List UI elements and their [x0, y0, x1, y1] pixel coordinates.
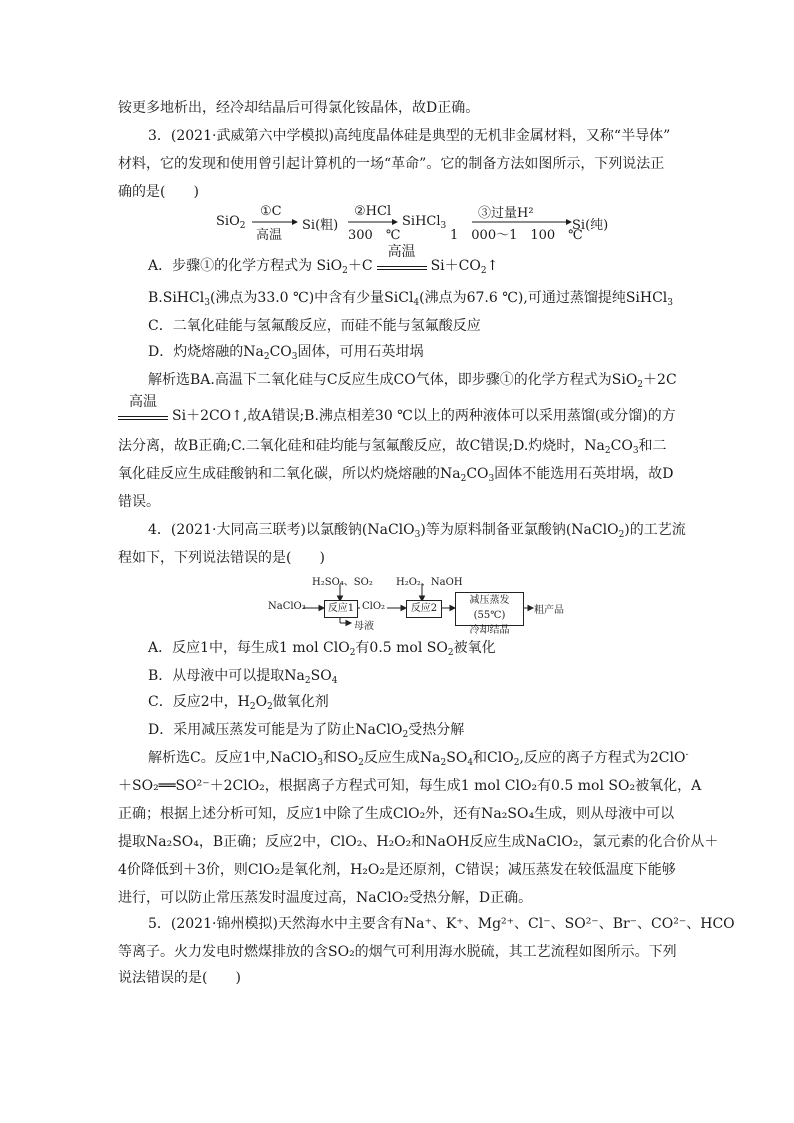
q4-analysis-line: 提取Na₂SO₄，B正确；反应2中，ClO₂、H₂O₂和NaOH反应生成NaClO₂，氯元素的化合价从＋: [118, 834, 719, 850]
q3-option-c: C．二氧化硅能与氢氟酸反应，而硅不能与氢氟酸反应: [148, 318, 481, 334]
flow-product: 粗产品: [534, 605, 564, 616]
scheme-step3-reagent: ③过量H²: [478, 206, 534, 221]
scheme-sio2: SiO$_2$: [216, 214, 246, 231]
q3-analysis-line: 错误。: [118, 494, 160, 510]
q4-stem-line: 程如下，下列说法错误的是( ): [118, 550, 325, 566]
scheme-step1-condition: 高温: [256, 228, 283, 243]
q3-analysis-line: 法分离，故B正确;C.二氧化硅和硅均能与氢氟酸反应，故C错误;D.灼烧时，$Na_2CO_3$和二: [118, 438, 667, 456]
scheme-sihcl3: SiHCl$_3$: [402, 214, 447, 231]
q3-stem-line: 材料，它的发现和使用曾引起计算机的一场“革命”。它的制备方法如图所示，下列说法正: [118, 156, 665, 172]
scheme-si-crude: Si(粗): [302, 218, 339, 233]
q4-option-c: C．反应2中，$H_2O_2$做氧化剂: [148, 694, 329, 712]
q5-stem-line: 说法错误的是( ): [118, 970, 241, 986]
flow-evaporation-box: 减压蒸发(55℃) 冷却结晶: [455, 592, 524, 626]
scheme-si-pure: Si(纯): [572, 218, 609, 233]
naclo2-process-flowchart: [266, 571, 586, 636]
q4-analysis-line: 进行，可以防止常压蒸发时温度过高，NaClO₂受热分解，D正确。: [118, 890, 533, 906]
flow-reagent-2: H₂O₂、NaOH: [396, 577, 463, 588]
arrow-icon: [348, 218, 398, 226]
arrow-icon: [472, 218, 572, 226]
flow-mother-liquor: 母液: [354, 621, 374, 632]
q5-stem-line: 5．(2021·锦州模拟)天然海水中主要含有Na⁺、K⁺、Mg²⁺、Cl⁻、SO²⁻、Br⁻、CO²⁻、HCO: [148, 916, 735, 932]
text-line: 铵更多地析出，经冷却结晶后可得氯化铵晶体，故D正确。: [118, 100, 480, 116]
q4-analysis-line: 4价降低到＋3价，则ClO₂是氧化剂，H₂O₂是还原剂，C错误；减压蒸发在较低温度下能够: [118, 862, 676, 878]
flow-clo2: ClO₂: [362, 601, 386, 612]
flow-reagent-1: H₂SO₄、SO₂: [312, 577, 373, 588]
q4-option-b: B．从母液中可以提取$Na_2SO_4$: [148, 668, 338, 686]
q3-option-b: B.SiHCl$_3$(沸点为33.0 ℃)中含有少量SiCl$_4$(沸点为67.6 ℃),可通过蒸馏提纯SiHCl$_3$: [148, 290, 674, 308]
flow-feed: NaClO₃: [268, 601, 306, 612]
q3-analysis-line: 解析选BA.高温下二氧化硅与C反应生成CO气体，即步骤①的化学方程式为SiO$_2$＋2C: [148, 372, 677, 390]
scheme-step3-condition: 1 000～1 100 ℃: [450, 228, 583, 243]
arrow-icon: [252, 218, 298, 226]
flow-reaction-2-box: 反应2: [406, 600, 442, 618]
q3-analysis-line: 高温 Si＋2CO↑,故A错误;B.沸点相差30 ℃以上的两种液体可以采用蒸馏(或分馏)的方: [118, 406, 676, 426]
q4-analysis-line: 解析选C。反应1中,NaClO$_3$和$SO_2$反应生成$Na_2SO_4$和ClO$_2$,反应的离子方程式为2ClO-: [148, 750, 689, 768]
q4-option-a: A．反应1中，每生成1 mol ClO$_2$有0.5 mol $SO_2$被氧化: [148, 640, 496, 658]
scheme-step2-reagent: ②HCl: [354, 204, 392, 219]
q4-analysis-line: 正确；根据上述分析可知，反应1中除了生成ClO₂外，还有Na₂SO₄生成，则从母液中可以: [118, 806, 675, 822]
q4-analysis-line: ＋SO₂══SO²⁻＋2ClO₂，根据离子方程式可知，每生成1 mol ClO₂有0.5 mol SO₂被氧化，A: [118, 778, 702, 794]
scheme-step1-reagent: ①C: [260, 204, 282, 219]
q4-option-d: D．采用减压蒸发可能是为了防止NaClO$_2$受热分解: [148, 722, 465, 740]
q4-stem-line: 4．(2021·大同高三联考)以氯酸钠(NaClO$_3$)等为原料制备亚氯酸钠(NaClO$_2$)的工艺流: [148, 522, 686, 540]
q3-stem-line: 3．(2021·武威第六中学模拟)高纯度晶体硅是典型的无机非金属材料，又称“半导体”: [148, 128, 671, 144]
silicon-preparation-scheme: [216, 206, 656, 242]
flow-reaction-1-box: 反应1: [324, 600, 358, 618]
q3-analysis-line: 氧化硅反应生成硅酸钠和二氧化碳，所以灼烧熔融的$Na_2CO_3$固体不能选用石英坩埚，故D: [118, 466, 674, 484]
q3-option-a: A．步骤①的化学方程式为 SiO$_2$＋C 高温 $Si+CO_2↑$: [148, 244, 499, 276]
q5-stem-line: 等离子。火力发电时燃煤排放的含SO₂的烟气可利用海水脱硫，其工艺流程如图所示。下列: [118, 944, 677, 960]
scheme-step2-condition: 300 ℃: [348, 228, 401, 243]
q3-option-d: D．灼烧熔融的$Na_2CO_3$固体，可用石英坩埚: [148, 344, 424, 362]
q3-stem-line: 确的是( ): [118, 184, 199, 200]
